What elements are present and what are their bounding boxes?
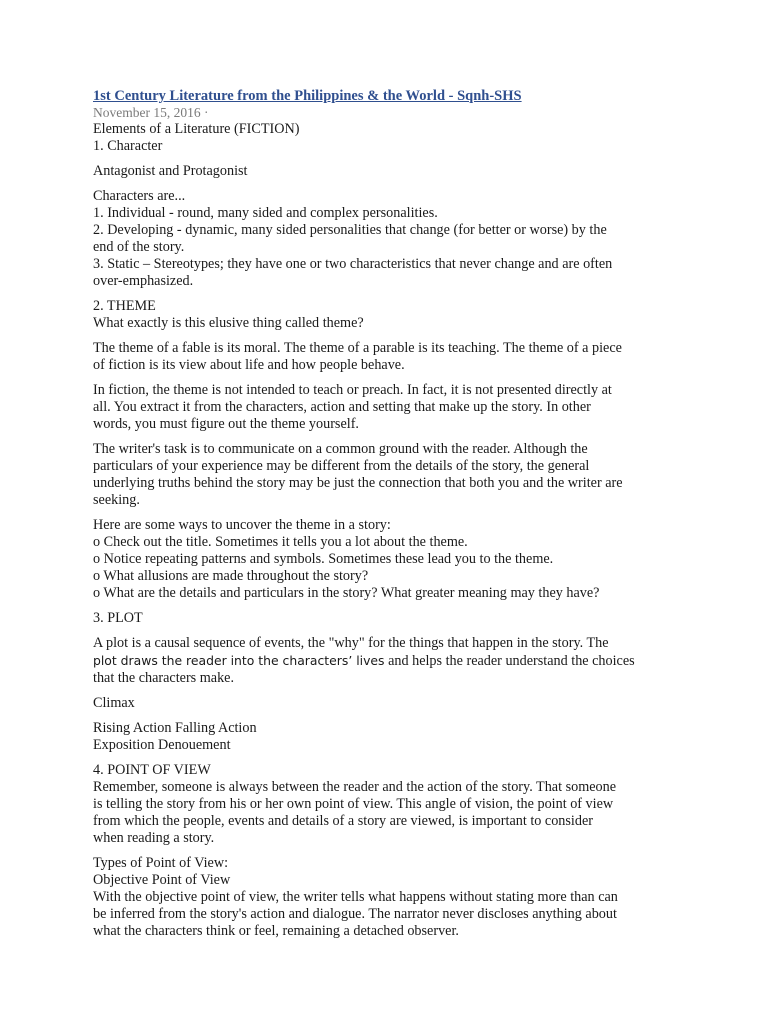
text-line: of fiction is its view about life and how people behave. <box>93 357 405 373</box>
text-line: Remember, someone is always between the reader and the action of the story. That someone <box>93 779 617 795</box>
text-line: be inferred from the story's action and dialogue. The narrator never discloses anything about <box>93 906 617 922</box>
paragraph <box>93 720 683 754</box>
text-line: end of the story. <box>93 239 185 255</box>
paragraph <box>93 382 683 433</box>
text-line: Types of Point of View: <box>93 855 229 871</box>
text-line: In fiction, the theme is not intended to teach or preach. In fact, it is not presented directly at <box>93 382 612 398</box>
text-line: What exactly is this elusive thing called theme? <box>93 315 364 331</box>
article-title-link[interactable]: 1st Century Literature from the Philippines & the World - Sqnh-SHS <box>93 88 522 104</box>
text-fragment: plot draws the reader into the characters’ lives <box>93 653 385 668</box>
post-date: November 15, 2016 · <box>93 105 209 120</box>
text-line: Exposition Denouement <box>93 737 231 753</box>
paragraph <box>93 762 683 847</box>
text-line: over-emphasized. <box>93 273 194 289</box>
text-line: 1. Character <box>93 138 163 154</box>
text-line: from which the people, events and details of a story are viewed, is important to consider <box>93 813 593 829</box>
paragraph <box>93 441 683 509</box>
list-item: o Check out the title. Sometimes it tells you a lot about the theme. <box>93 534 468 550</box>
text-line: Rising Action Falling Action <box>93 720 257 736</box>
text-line: 4. POINT OF VIEW <box>93 762 211 778</box>
text-line: underlying truths behind the story may be just the connection that both you and the writer are <box>93 475 623 491</box>
text-line <box>93 652 683 670</box>
text-line: what the characters think or feel, remaining a detached observer. <box>93 923 459 939</box>
text-line: when reading a story. <box>93 830 215 846</box>
text-line: particulars of your experience may be different from the details of the story, the general <box>93 458 590 474</box>
paragraph <box>93 635 683 687</box>
text-line: The writer's task is to communicate on a common ground with the reader. Although the <box>93 441 588 457</box>
text-line: is telling the story from his or her own point of view. This angle of vision, the point of view <box>93 796 614 812</box>
paragraph <box>93 188 683 290</box>
paragraph <box>93 610 683 627</box>
text-line: all. You extract it from the characters, action and setting that make up the story. In other <box>93 399 591 415</box>
text-line: 3. Static – Stereotypes; they have one or two characteristics that never change and are often <box>93 256 613 272</box>
paragraph <box>93 340 683 374</box>
list-item: o Notice repeating patterns and symbols. Sometimes these lead you to the theme. <box>93 551 554 567</box>
text-line: Characters are... <box>93 188 186 204</box>
list-item: o What allusions are made throughout the story? <box>93 568 369 584</box>
document-page <box>93 87 683 940</box>
text-line: Elements of a Literature (FICTION) <box>93 121 300 137</box>
text-line: 1. Individual - round, many sided and complex personalities. <box>93 205 438 221</box>
section-heading-elements <box>93 121 683 155</box>
text-line: 2. Developing - dynamic, many sided personalities that change (for better or worse) by the <box>93 222 607 238</box>
text-line: 3. PLOT <box>93 610 143 626</box>
text-line: With the objective point of view, the writer tells what happens without stating more than can <box>93 889 618 905</box>
text-line: words, you must figure out the theme yourself. <box>93 416 359 432</box>
text-line: that the characters make. <box>93 670 235 686</box>
text-line: The theme of a fable is its moral. The theme of a parable is its teaching. The theme of a piece <box>93 340 622 356</box>
text-line: A plot is a causal sequence of events, the "why" for the things that happen in the story. The <box>93 635 609 651</box>
text-line: Antagonist and Protagonist <box>93 163 248 179</box>
paragraph <box>93 517 683 602</box>
text-line: seeking. <box>93 492 140 508</box>
text-line: Objective Point of View <box>93 872 231 888</box>
text-line: Here are some ways to uncover the theme in a story: <box>93 517 391 533</box>
paragraph <box>93 855 683 940</box>
text-line: 2. THEME <box>93 298 156 314</box>
paragraph <box>93 298 683 332</box>
paragraph <box>93 163 683 180</box>
text-line: Climax <box>93 695 135 711</box>
text-fragment: and helps the reader understand the choices <box>384 653 635 669</box>
paragraph <box>93 695 683 712</box>
list-item: o What are the details and particulars in the story? What greater meaning may they have? <box>93 585 600 601</box>
